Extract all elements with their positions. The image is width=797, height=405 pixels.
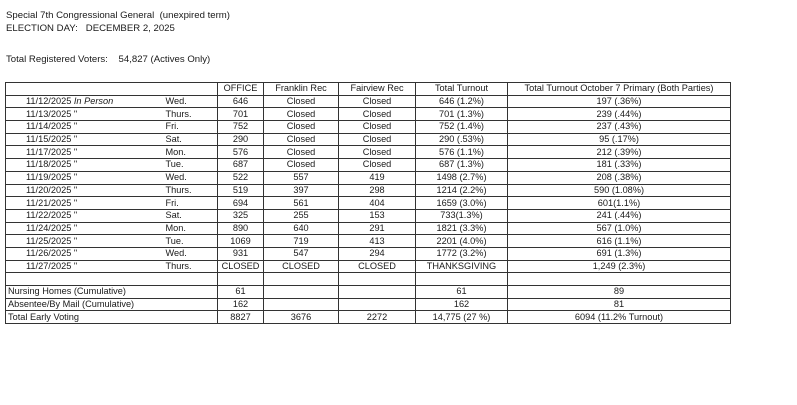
cell-total: 687 (1.3%) <box>416 159 508 172</box>
cell-fairview: 298 <box>339 184 416 197</box>
summary-primary: 89 <box>508 286 731 299</box>
summary-fairview <box>339 286 416 299</box>
cell-office: CLOSED <box>218 260 264 273</box>
row-date <box>6 222 164 235</box>
cell-primary: 197 (.36%) <box>508 95 731 108</box>
cell-franklin: 397 <box>264 184 339 197</box>
cell-fairview: 291 <box>339 222 416 235</box>
cell-office: 752 <box>218 121 264 134</box>
summary-spacer <box>164 286 218 299</box>
blank-cell <box>164 273 218 286</box>
table-row <box>6 121 731 134</box>
table-row <box>6 222 731 235</box>
cell-primary: 1,249 (2.3%) <box>508 260 731 273</box>
date-text: 11/17/2025 " <box>26 146 78 157</box>
col-office: OFFICE <box>218 83 264 96</box>
col-franklin: Franklin Rec <box>264 83 339 96</box>
cell-fairview: Closed <box>339 108 416 121</box>
cell-franklin: 719 <box>264 235 339 248</box>
cell-total: 701 (1.3%) <box>416 108 508 121</box>
date-text: 11/21/2025 " <box>26 197 78 208</box>
cell-primary: 212 (.39%) <box>508 146 731 159</box>
cell-franklin: CLOSED <box>264 260 339 273</box>
cell-fairview: Closed <box>339 159 416 172</box>
row-date <box>6 133 164 146</box>
cell-office: 519 <box>218 184 264 197</box>
row-date <box>6 260 164 273</box>
cell-primary: 239 (.44%) <box>508 108 731 121</box>
summary-row <box>6 311 731 324</box>
header-row <box>6 83 731 96</box>
summary-franklin <box>264 298 339 311</box>
row-day: Fri. <box>164 197 218 210</box>
summary-office: 162 <box>218 298 264 311</box>
date-text: 11/22/2025 " <box>26 210 78 221</box>
summary-fairview: 2272 <box>339 311 416 324</box>
row-day: Thurs. <box>164 108 218 121</box>
cell-total: 2201 (4.0%) <box>416 235 508 248</box>
blank-cell <box>416 273 508 286</box>
cell-fairview: 413 <box>339 235 416 248</box>
col-fairview: Fairview Rec <box>339 83 416 96</box>
cell-primary: 208 (.38%) <box>508 171 731 184</box>
cell-total: 290 (.53%) <box>416 133 508 146</box>
summary-row <box>6 298 731 311</box>
date-text: 11/26/2025 " <box>26 248 78 259</box>
row-date <box>6 209 164 222</box>
cell-primary: 691 (1.3%) <box>508 247 731 260</box>
col-primary-turnout: Total Turnout October 7 Primary (Both Parties) <box>508 83 731 96</box>
early-voting-table <box>5 82 731 324</box>
blank-cell <box>218 273 264 286</box>
row-day: Mon. <box>164 146 218 159</box>
table-row <box>6 260 731 273</box>
cell-office: 325 <box>218 209 264 222</box>
date-text: 11/20/2025 " <box>26 184 78 195</box>
row-day: Fri. <box>164 121 218 134</box>
row-day: Thurs. <box>164 260 218 273</box>
row-day: Wed. <box>164 171 218 184</box>
cell-office: 931 <box>218 247 264 260</box>
cell-office: 687 <box>218 159 264 172</box>
blank-cell <box>339 273 416 286</box>
header-blank-day <box>164 83 218 96</box>
cell-franklin: 547 <box>264 247 339 260</box>
row-day: Tue. <box>164 235 218 248</box>
cell-fairview: 419 <box>339 171 416 184</box>
table-body <box>6 83 731 324</box>
summary-office: 61 <box>218 286 264 299</box>
blank-cell <box>6 273 164 286</box>
cell-franklin: Closed <box>264 121 339 134</box>
cell-fairview: 294 <box>339 247 416 260</box>
cell-franklin: 557 <box>264 171 339 184</box>
blank-cell <box>264 273 339 286</box>
registered-value: 54,827 (Actives Only) <box>118 54 211 65</box>
cell-fairview: 153 <box>339 209 416 222</box>
cell-office: 701 <box>218 108 264 121</box>
row-day: Wed. <box>164 95 218 108</box>
blank-cell <box>508 273 731 286</box>
cell-franklin: 255 <box>264 209 339 222</box>
row-date <box>6 235 164 248</box>
cell-total: 576 (1.1%) <box>416 146 508 159</box>
cell-total: 1772 (3.2%) <box>416 247 508 260</box>
cell-fairview: Closed <box>339 133 416 146</box>
cell-franklin: 561 <box>264 197 339 210</box>
summary-label: Total Early Voting <box>6 311 164 324</box>
row-day: Wed. <box>164 247 218 260</box>
cell-total: 733(1.3%) <box>416 209 508 222</box>
cell-office: 290 <box>218 133 264 146</box>
row-date <box>6 197 164 210</box>
table-row <box>6 184 731 197</box>
summary-fairview <box>339 298 416 311</box>
row-day: Tue. <box>164 159 218 172</box>
row-date <box>6 159 164 172</box>
row-date <box>6 171 164 184</box>
table-row <box>6 209 731 222</box>
cell-primary: 616 (1.1%) <box>508 235 731 248</box>
date-text: 11/19/2025 " <box>26 172 78 183</box>
summary-primary: 81 <box>508 298 731 311</box>
date-text: 11/13/2025 " <box>26 108 78 119</box>
row-day: Sat. <box>164 133 218 146</box>
summary-spacer <box>164 298 218 311</box>
cell-fairview: CLOSED <box>339 260 416 273</box>
date-text: 11/14/2025 " <box>26 121 78 132</box>
blank-row <box>6 273 731 286</box>
cell-office: 646 <box>218 95 264 108</box>
cell-total: 1214 (2.2%) <box>416 184 508 197</box>
table-row <box>6 171 731 184</box>
election-title: Special 7th Congressional General (unexpired term) <box>6 10 230 21</box>
cell-office: 694 <box>218 197 264 210</box>
cell-primary: 237 (.43%) <box>508 121 731 134</box>
registered-label: Total Registered Voters: <box>6 54 108 65</box>
table-row <box>6 235 731 248</box>
cell-franklin: Closed <box>264 146 339 159</box>
report-header <box>6 9 230 35</box>
table-row <box>6 133 731 146</box>
cell-franklin: 640 <box>264 222 339 235</box>
date-text: 11/24/2025 " <box>26 222 78 233</box>
date-text: 11/12/2025 <box>26 96 72 107</box>
summary-franklin: 3676 <box>264 311 339 324</box>
cell-total: 1498 (2.7%) <box>416 171 508 184</box>
summary-total: 14,775 (27 %) <box>416 311 508 324</box>
row-day: Thurs. <box>164 184 218 197</box>
cell-franklin: Closed <box>264 133 339 146</box>
summary-row <box>6 286 731 299</box>
cell-primary: 181 (.33%) <box>508 159 731 172</box>
table-row <box>6 108 731 121</box>
row-date <box>6 108 164 121</box>
cell-primary: 241 (.44%) <box>508 209 731 222</box>
cell-total: 646 (1.2%) <box>416 95 508 108</box>
cell-office: 1069 <box>218 235 264 248</box>
cell-primary: 95 (.17%) <box>508 133 731 146</box>
row-date <box>6 247 164 260</box>
cell-primary: 590 (1.08%) <box>508 184 731 197</box>
summary-label: Absentee/By Mail (Cumulative) <box>6 298 164 311</box>
summary-total: 61 <box>416 286 508 299</box>
table-row <box>6 247 731 260</box>
col-total-turnout: Total Turnout <box>416 83 508 96</box>
cell-total: 1659 (3.0%) <box>416 197 508 210</box>
summary-spacer <box>164 311 218 324</box>
table-row <box>6 95 731 108</box>
cell-office: 522 <box>218 171 264 184</box>
date-text: 11/27/2025 " <box>26 260 78 271</box>
cell-total: 1821 (3.3%) <box>416 222 508 235</box>
row-day: Sat. <box>164 209 218 222</box>
date-text: 11/15/2025 " <box>26 134 78 145</box>
cell-primary: 601(1.1%) <box>508 197 731 210</box>
election-day: ELECTION DAY: DECEMBER 2, 2025 <box>6 23 175 34</box>
cell-franklin: Closed <box>264 108 339 121</box>
table-row <box>6 159 731 172</box>
cell-office: 576 <box>218 146 264 159</box>
cell-fairview: Closed <box>339 121 416 134</box>
row-date <box>6 95 164 108</box>
table-row <box>6 146 731 159</box>
row-date <box>6 146 164 159</box>
in-person-note: In Person <box>73 96 114 107</box>
summary-label: Nursing Homes (Cumulative) <box>6 286 164 299</box>
cell-total: THANKSGIVING <box>416 260 508 273</box>
header-blank <box>6 83 164 96</box>
summary-franklin <box>264 286 339 299</box>
cell-franklin: Closed <box>264 95 339 108</box>
cell-fairview: Closed <box>339 146 416 159</box>
date-text: 11/25/2025 " <box>26 235 78 246</box>
summary-office: 8827 <box>218 311 264 324</box>
row-date <box>6 184 164 197</box>
cell-franklin: Closed <box>264 159 339 172</box>
row-date <box>6 121 164 134</box>
cell-total: 752 (1.4%) <box>416 121 508 134</box>
summary-total: 162 <box>416 298 508 311</box>
date-text: 11/18/2025 " <box>26 159 78 170</box>
table-row <box>6 197 731 210</box>
cell-fairview: Closed <box>339 95 416 108</box>
row-day: Mon. <box>164 222 218 235</box>
registered-voters <box>6 54 210 65</box>
cell-fairview: 404 <box>339 197 416 210</box>
summary-primary: 6094 (11.2% Turnout) <box>508 311 731 324</box>
cell-office: 890 <box>218 222 264 235</box>
cell-primary: 567 (1.0%) <box>508 222 731 235</box>
